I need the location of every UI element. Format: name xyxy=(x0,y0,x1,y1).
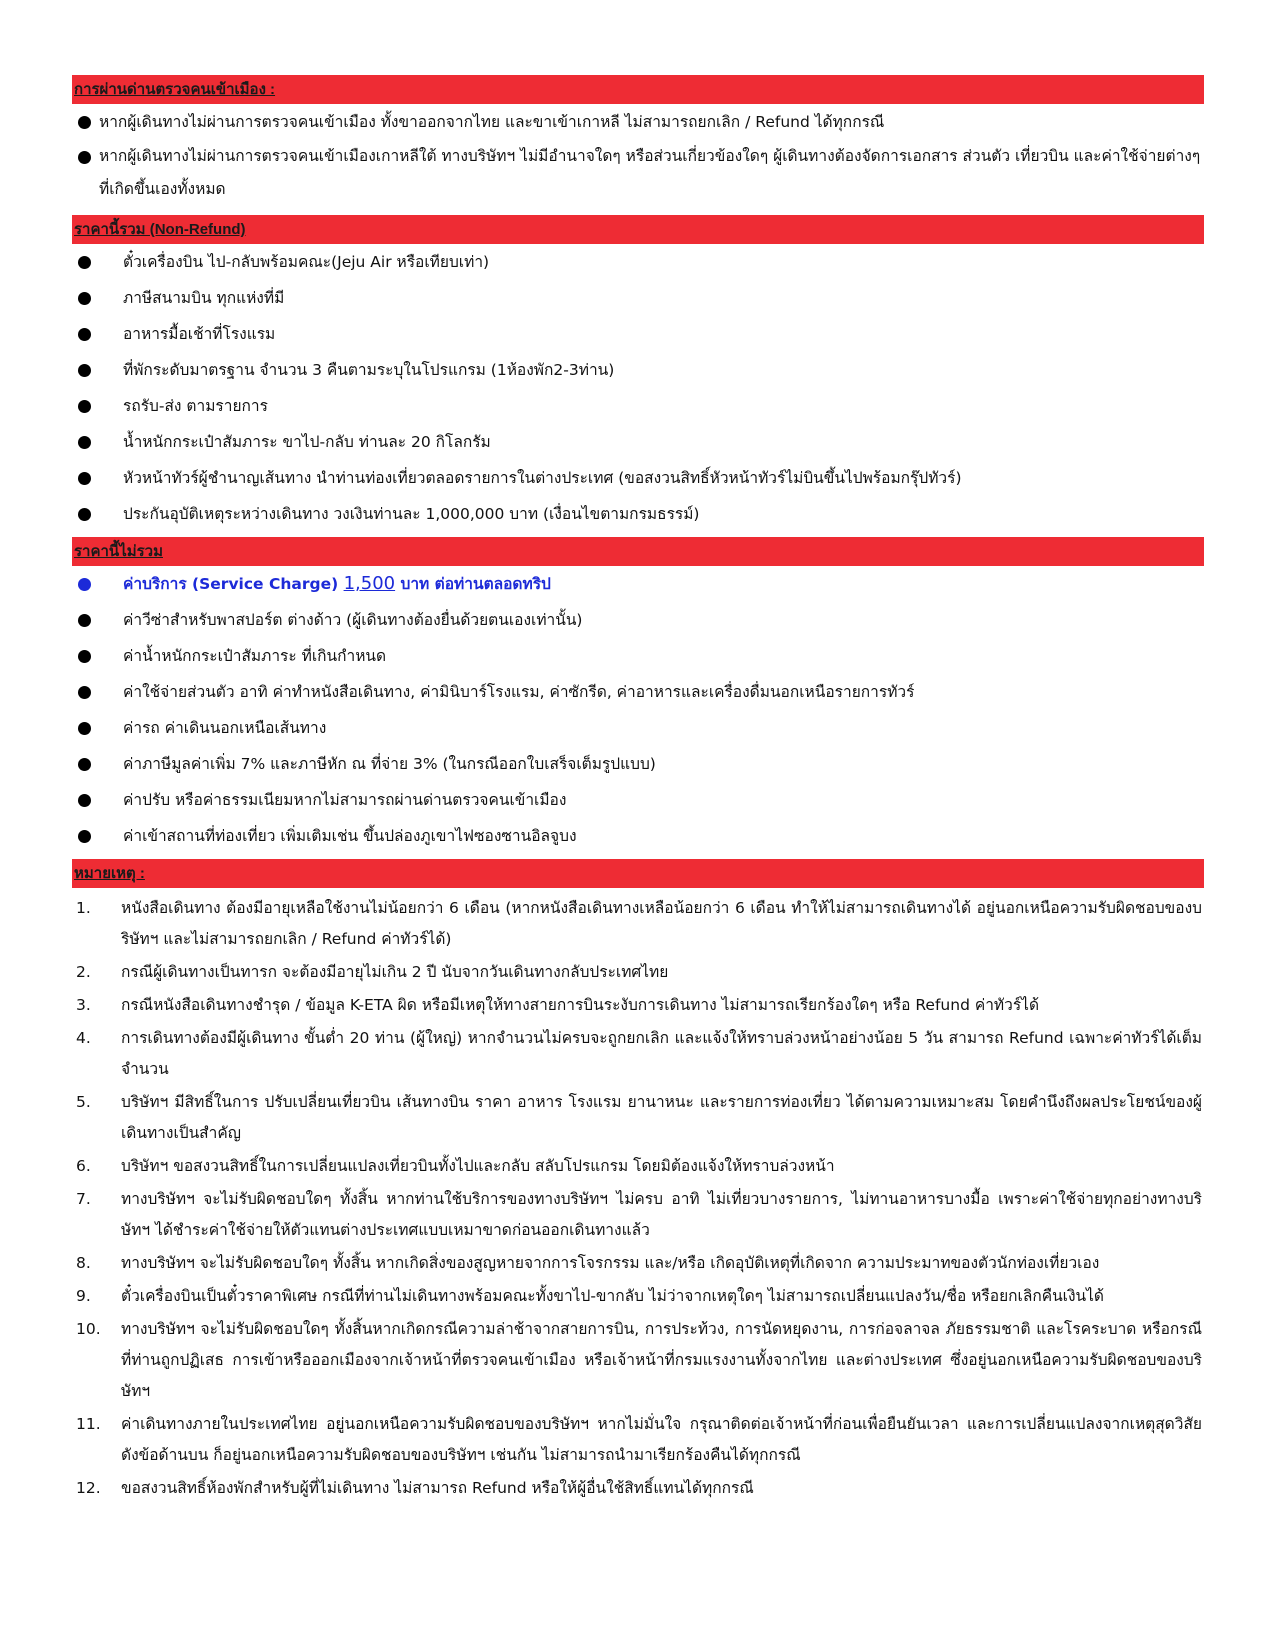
bullet-icon xyxy=(78,400,91,413)
remark-item: 8. ทางบริษัทฯ จะไม่รับผิดชอบใดๆ ทั้งสิ้น หากเกิดสิ่งของสูญหายจากการโจรกรรม และ/หรือ เกิดอุบัติเหตุที่เกิดจาก ความประมาทของตัวนักท่องเที่ยวเอง xyxy=(76,1254,1100,1272)
excluded-item: ค่าวีซ่าสำหรับพาสปอร์ต ต่างด้าว (ผู้เดินทางต้องยื่นด้วยตนเองเท่านั้น) xyxy=(72,607,1204,633)
bullet-icon xyxy=(78,578,91,591)
remarks-header: หมายเหตุ : xyxy=(72,859,1204,888)
included-header: ราคานี้รวม (Non-Refund) xyxy=(72,215,1204,244)
remark-item: 7. ทางบริษัทฯ จะไม่รับผิดชอบใดๆ ทั้งสิ้น หากท่านใช้บริการของทางบริษัทฯ ไม่ครบ อาทิ ไม่เที่ยวบางรายการ, ไม่ทานอาหารบางมื้อ เพราะค่าใช้จ่ายทุกอย่างทางบริษัทฯ ได้ชำระค่าใช้จ่ายให้ตัวแทนต่างประเทศแบบเหมาขาดก่อนออกเดินทางแล้ว xyxy=(76,1190,1202,1239)
bullet-icon xyxy=(78,436,91,449)
bullet-icon xyxy=(78,151,91,164)
remark-item: 6. บริษัทฯ ขอสงวนสิทธิ์ในการเปลี่ยนแปลงเที่ยวบินทั้งไปและกลับ สลับโปรแกรม โดยมิต้องแจ้งให้ทราบล่วงหน้า xyxy=(76,1157,835,1175)
included-item: ที่พักระดับมาตรฐาน จำนวน 3 คืนตามระบุในโปรแกรม (1ห้องพัก2-3ท่าน) xyxy=(72,357,1204,383)
included-item: ประกันอุบัติเหตุระหว่างเดินทาง วงเงินท่านละ 1,000,000 บาท (เงื่อนไขตามกรมธรรม์) xyxy=(72,501,1204,527)
bullet-icon xyxy=(78,472,91,485)
included-item: ภาษีสนามบิน ทุกแห่งที่มี xyxy=(72,285,1204,311)
immigration-item: หากผู้เดินทางไม่ผ่านการตรวจคนเข้าเมือง ทั้งขาออกจากไทย และขาเข้าเกาหลี ไม่สามารถยกเลิก / Refund ได้ทุกกรณี xyxy=(72,109,1204,135)
excluded-section xyxy=(72,537,1204,849)
service-charge-suffix: บาท ต่อท่านตลอดทริป xyxy=(400,575,551,593)
bullet-icon xyxy=(78,650,91,663)
immigration-item: หากผู้เดินทางไม่ผ่านการตรวจคนเข้าเมืองเกาหลีใต้ ทางบริษัทฯ ไม่มีอำนาจใดๆ หรือส่วนเกี่ยวข้องใดๆ ผู้เดินทางต้องจัดการเอกสาร ส่วนตัว เที่ยวบิน และค่าใช้จ่ายต่างๆ ที่เกิดขึ้นเองทั้งหมด xyxy=(72,144,1204,206)
remarks-section xyxy=(72,859,1204,1504)
excluded-item: ค่ารถ ค่าเดินนอกเหนือเส้นทาง xyxy=(72,715,1204,741)
remark-item: 12. ขอสงวนสิทธิ์ห้องพักสำหรับผู้ที่ไม่เดินทาง ไม่สามารถ Refund หรือให้ผู้อื่นใช้สิทธิ์แทนได้ทุกกรณี xyxy=(76,1479,754,1497)
included-item: อาหารมื้อเช้าที่โรงแรม xyxy=(72,321,1204,347)
remark-item: 5. บริษัทฯ มีสิทธิ์ในการ ปรับเปลี่ยนเที่ยวบิน เส้นทางบิน ราคา อาหาร โรงแรม ยานาหนะ และรายการท่องเที่ยว ได้ตามความเหมาะสม โดยคำนึงถึงผลประโยชน์ของผู้เดินทางเป็นสำคัญ xyxy=(76,1093,1202,1142)
remark-item: 3. กรณีหนังสือเดินทางชำรุด / ข้อมูล K-ETA ผิด หรือมีเหตุให้ทางสายการบินระงับการเดินทาง ไม่สามารถเรียกร้องใดๆ หรือ Refund ค่าทัวร์ได้ xyxy=(76,996,1040,1014)
bullet-icon xyxy=(78,364,91,377)
tour-conditions-page xyxy=(72,75,1204,1506)
remark-item: 4. การเดินทางต้องมีผู้เดินทาง ขั้นต่ำ 20 ท่าน (ผู้ใหญ่) หากจำนวนไม่ครบจะถูกยกเลิก และแจ้งให้ทราบล่วงหน้าอย่างน้อย 5 วัน สามารถ Refund เฉพาะค่าทัวร์ได้เต็มจำนวน xyxy=(76,1029,1202,1078)
included-item: หัวหน้าทัวร์ผู้ชำนาญเส้นทาง นำท่านท่องเที่ยวตลอดรายการในต่างประเทศ (ขอสงวนสิทธิ์หัวหน้าทัวร์ไม่บินขึ้นไปพร้อมกรุ๊ปทัวร์) xyxy=(72,465,1204,491)
remark-item: 2. กรณีผู้เดินทางเป็นทารก จะต้องมีอายุไม่เกิน 2 ปี นับจากวันเดินทางกลับประเทศไทย xyxy=(76,963,669,981)
bullet-icon xyxy=(78,328,91,341)
bullet-icon xyxy=(78,686,91,699)
remark-item: 9. ตั๋วเครื่องบินเป็นตั๋วราคาพิเศษ กรณีที่ท่านไม่เดินทางพร้อมคณะทั้งขาไป-ขากลับ ไม่ว่าจากเหตุใดๆ ไม่สามารถเปลี่ยนแปลงวัน/ชื่อ หรือยกเลิกคืนเงินได้ xyxy=(76,1287,1105,1305)
excluded-item: ค่าน้ำหนักกระเป๋าสัมภาระ ที่เกินกำหนด xyxy=(72,643,1204,669)
bullet-icon xyxy=(78,830,91,843)
service-charge-label: ค่าบริการ (Service Charge) xyxy=(123,575,339,593)
excluded-item: ค่าปรับ หรือค่าธรรมเนียมหากไม่สามารถผ่านด่านตรวจคนเข้าเมือง xyxy=(72,787,1204,813)
bullet-icon xyxy=(78,116,91,129)
immigration-header: การผ่านด่านตรวจคนเข้าเมือง : xyxy=(72,75,1204,104)
bullet-icon xyxy=(78,758,91,771)
included-item: รถรับ-ส่ง ตามรายการ xyxy=(72,393,1204,419)
bullet-icon xyxy=(78,722,91,735)
excluded-item: ค่าภาษีมูลค่าเพิ่ม 7% และภาษีหัก ณ ที่จ่าย 3% (ในกรณีออกใบเสร็จเต็มรูปแบบ) xyxy=(72,751,1204,777)
immigration-section xyxy=(72,75,1204,206)
included-item: ตั๋วเครื่องบิน ไป-กลับพร้อมคณะ(Jeju Air หรือเทียบเท่า) xyxy=(72,249,1204,275)
excluded-item: ค่าใช้จ่ายส่วนตัว อาทิ ค่าทำหนังสือเดินทาง, ค่ามินิบาร์โรงแรม, ค่าซักรีด, ค่าอาหารและเครื่องดื่มนอกเหนือรายการทัวร์ xyxy=(72,679,1204,705)
included-section xyxy=(72,215,1204,527)
excluded-header: ราคานี้ไม่รวม xyxy=(72,537,1204,566)
service-charge-amount: 1,500 xyxy=(343,573,396,594)
remark-item: 10. ทางบริษัทฯ จะไม่รับผิดชอบใดๆ ทั้งสิ้นหากเกิดกรณีความล่าช้าจากสายการบิน, การประท้วง, การนัดหยุดงาน, การก่อจลาจล ภัยธรรมชาติ และโรคระบาด หรือกรณีที่ท่านถูกปฏิเสธ การเข้าหรือออกเมืองจากเจ้าหน้าที่ตรวจคนเข้าเมือง หรือเจ้าหน้าที่กรมแรงงานทั้งจากไทย และต่างประเทศ ซึ่งอยู่นอกเหนือความรับผิดชอบของบริษัทฯ xyxy=(76,1320,1202,1400)
remark-item: 1. หนังสือเดินทาง ต้องมีอายุเหลือใช้งานไม่น้อยกว่า 6 เดือน (หากหนังสือเดินทางเหลือน้อยกว่า 6 เดือน ทำให้ไม่สามารถเดินทางได้ อยู่นอกเหนือความรับผิดชอบของบริษัทฯ และไม่สามารถยกเลิก / Refund ค่าทัวร์ได้) xyxy=(76,899,1202,948)
service-charge-item xyxy=(72,571,1204,597)
bullet-icon xyxy=(78,256,91,269)
bullet-icon xyxy=(78,292,91,305)
remark-item: 11. ค่าเดินทางภายในประเทศไทย อยู่นอกเหนือความรับผิดชอบของบริษัทฯ หากไม่มั่นใจ กรุณาติดต่อเจ้าหน้าที่ก่อนเพื่อยืนยันเวลา และการเปลี่ยนแปลงจากเหตุสุดวิสัยดังข้อด้านบน ก็อยู่นอกเหนือความรับผิดชอบของบริษัทฯ เช่นกัน ไม่สามารถนำมาเรียกร้องคืนได้ทุกกรณี xyxy=(76,1415,1202,1464)
bullet-icon xyxy=(78,508,91,521)
included-item: น้ำหนักกระเป๋าสัมภาระ ขาไป-กลับ ท่านละ 20 กิโลกรัม xyxy=(72,429,1204,455)
bullet-icon xyxy=(78,794,91,807)
bullet-icon xyxy=(78,614,91,627)
excluded-item: ค่าเข้าสถานที่ท่องเที่ยว เพิ่มเติมเช่น ขึ้นปล่องภูเขาไฟซองซานอิลจูบง xyxy=(72,823,1204,849)
